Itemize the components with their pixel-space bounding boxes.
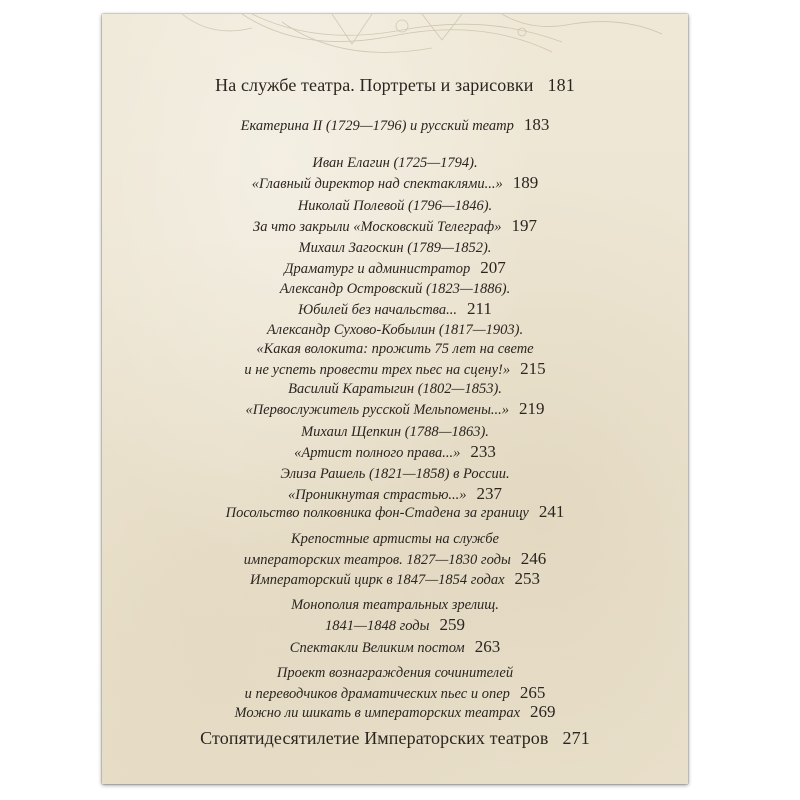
toc-line: [102, 702, 688, 723]
toc-page-number: 215: [520, 359, 546, 378]
toc-line: [102, 683, 688, 704]
toc-line: [102, 216, 688, 237]
toc-line: [102, 569, 688, 590]
toc-page-number: 183: [523, 115, 550, 134]
toc-line: [102, 359, 688, 380]
toc-entry: [102, 239, 688, 279]
toc-page-number: 207: [480, 258, 506, 277]
toc-page-number: 233: [470, 442, 496, 461]
toc-entry: [102, 596, 688, 636]
toc-line: [102, 154, 688, 173]
toc-entry-text: Посольство полковника фон-Стадена за границу: [225, 505, 529, 521]
toc-entry-text: Михаил Загоскин (1789—1852).: [298, 240, 492, 256]
toc-line: [102, 399, 688, 420]
toc-line: [102, 727, 688, 749]
toc-entry: [102, 321, 688, 380]
toc-entry-text: Юбилей без начальства...: [298, 302, 458, 318]
toc-line: [102, 115, 688, 136]
toc-entry: [102, 154, 688, 194]
toc-entry: [102, 664, 688, 704]
toc-entry-text: «Главный директор над спектаклями...»: [251, 176, 503, 192]
toc-entry: [102, 380, 688, 420]
toc-line: [102, 615, 688, 636]
toc-page-number: 211: [467, 299, 492, 318]
toc-section-title-text: На службе театра. Портреты и зарисовки: [215, 75, 534, 95]
toc-page-number: 269: [530, 702, 556, 721]
toc-entry: [102, 569, 688, 590]
toc-page-number: 197: [511, 216, 537, 235]
toc-page-number: 253: [514, 569, 541, 588]
toc-line: [102, 664, 688, 683]
toc-line: [102, 239, 688, 258]
table-of-contents: [102, 14, 688, 784]
toc-entry-text: и переводчиков драматических пьес и опер: [244, 686, 510, 702]
toc-entry-text: Можно ли шикать в императорских театрах: [234, 705, 521, 721]
toc-entry-text: и не успеть провести трех пьес на сцену!»: [244, 362, 511, 378]
toc-entry: [102, 423, 688, 463]
toc-line: [102, 74, 688, 96]
toc-entry-text: Александр Сухово-Кобылин (1817—1903).: [266, 322, 524, 338]
toc-entry: [102, 115, 688, 136]
toc-page-number: 237: [476, 484, 503, 503]
toc-final-title: [102, 727, 688, 749]
toc-page-number: 189: [512, 173, 539, 192]
toc-line: [102, 637, 688, 658]
toc-entry-text: Михаил Щепкин (1788—1863).: [301, 424, 489, 440]
toc-entry-text: За что закрыли «Московский Телеграф»: [253, 219, 502, 235]
toc-line: [102, 465, 688, 484]
toc-page-number: 271: [562, 728, 590, 748]
toc-line: [102, 442, 688, 463]
toc-entry-text: Василий Каратыгин (1802—1853).: [288, 381, 502, 397]
toc-line: [102, 380, 688, 399]
toc-line: [102, 280, 688, 299]
toc-entry-text: Николай Полевой (1796—1846).: [297, 198, 493, 214]
toc-final-title-text: Стопятидесятилетие Императорских театров: [200, 728, 549, 748]
toc-line: [102, 423, 688, 442]
toc-entry-text: Спектакли Великим постом: [289, 640, 465, 656]
toc-entry-text: Крепостные артисты на службе: [291, 531, 499, 547]
toc-page-number: 219: [519, 399, 545, 418]
toc-entry-text: «Какая волокита: прожить 75 лет на свете: [256, 341, 534, 357]
toc-entry-text: 1841—1848 годы: [325, 618, 430, 634]
toc-line: [102, 596, 688, 615]
toc-entry: [102, 502, 688, 523]
toc-line: [102, 258, 688, 279]
toc-entry-text: Проект вознаграждения сочинителей: [276, 665, 514, 681]
toc-entry: [102, 197, 688, 237]
toc-page-number: 263: [474, 637, 501, 656]
toc-line: [102, 502, 688, 523]
toc-page-number: 241: [538, 502, 565, 521]
toc-entry-text: Екатерина II (1729—1796) и русский театр: [240, 118, 514, 134]
toc-line: [102, 530, 688, 549]
toc-entry: [102, 702, 688, 723]
toc-page-number: 259: [439, 615, 465, 634]
book-page: [102, 14, 688, 784]
toc-entry-text: Иван Елагин (1725—1794).: [312, 155, 478, 171]
toc-page-number: 181: [547, 75, 575, 95]
toc-entry-text: Александр Островский (1823—1886).: [279, 281, 511, 297]
toc-line: [102, 549, 688, 570]
toc-entry-text: «Проникнутая страстью...»: [287, 487, 467, 503]
toc-line: [102, 299, 688, 320]
toc-section-title: [102, 74, 688, 96]
toc-entry-text: «Первослужитель русской Мельпомены...»: [245, 402, 510, 418]
toc-line: [102, 197, 688, 216]
toc-line: [102, 340, 688, 359]
toc-page-number: 246: [520, 549, 547, 568]
toc-entry: [102, 465, 688, 505]
toc-entry: [102, 637, 688, 658]
toc-line: [102, 321, 688, 340]
toc-entry: [102, 280, 688, 320]
toc-entry-text: «Артист полного права...»: [294, 445, 461, 461]
toc-entry: [102, 530, 688, 570]
toc-entry-text: Императорский цирк в 1847—1854 годах: [249, 572, 505, 588]
toc-page-number: 265: [519, 683, 546, 702]
toc-entry-text: императорских театров. 1827—1830 годы: [243, 552, 511, 568]
toc-entry-text: Драматург и администратор: [284, 261, 471, 277]
toc-entry-text: Элиза Рашель (1821—1858) в России.: [280, 466, 510, 482]
toc-entry-text: Монополия театральных зрелищ.: [291, 597, 499, 613]
toc-line: [102, 173, 688, 194]
